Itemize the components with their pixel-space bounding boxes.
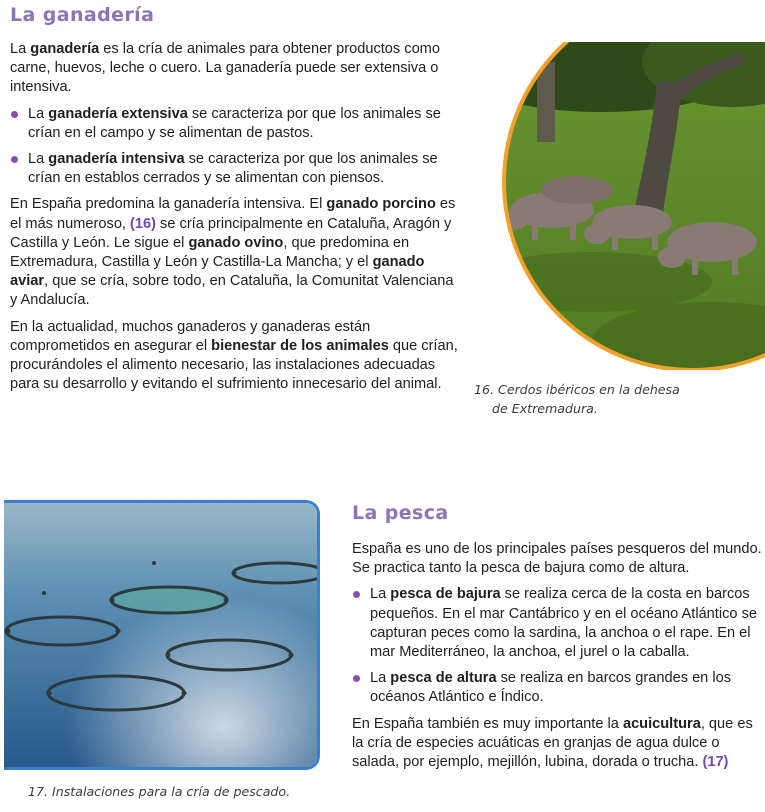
figure-ref-16: (16) xyxy=(130,215,156,232)
bullet-pesca-altura: La pesca de altura se realiza en barcos grandes en los océanos Atlántico e Índico. xyxy=(352,669,764,707)
pigs-photo-illustration xyxy=(482,42,765,370)
caption-line-1: 16. Cerdos ibéricos en la dehesa xyxy=(474,382,680,397)
figure-ref-17: (17) xyxy=(702,754,729,771)
bullet-dot xyxy=(353,591,360,598)
pesca-acuicultura-paragraph: En España también es muy importante la acuicultura, que es la cría de especies acuáticas en granjas de agua dulce o salada, por ejemplo, mejillón, lubina, dorada o trucha. (17) xyxy=(352,715,753,771)
ganaderia-intro: La ganadería es la cría de animales para obtener productos como carne, huevos, leche o cuero. La ganadería puede ser extensiva o intensiva. xyxy=(10,41,440,96)
bullet-dot xyxy=(11,111,18,118)
ganaderia-espana-paragraph: En España predomina la ganadería intensiva. El ganado porcino es el más numeroso, (16) se cría principalmente en Cataluña, Aragón y Castilla y León. Le sigue el ganado ovino, que predomina en Extremadura, Castilla y León y Castilla-La Mancha; y el ganado aviar, que se cría, sobre todo, en Cataluña, la Comunitat Valenciana y Andalucía. xyxy=(10,196,456,309)
pesca-body xyxy=(352,540,764,779)
pigs-photo xyxy=(482,42,765,370)
pesca-intro: España es uno de los principales países pesqueros del mundo. Se practica tanto la pesca de bajura como de altura. xyxy=(352,541,762,577)
ganaderia-bienestar-paragraph: En la actualidad, muchos ganaderos y ganaderas están comprometidos en asegurar el bienestar de los animales que crían, procurándoles el alimento necesario, las instalaciones adecuadas para su desarrollo y evitando el sufrimiento innecesario del animal. xyxy=(10,318,458,393)
section-title-pesca: La pesca xyxy=(352,502,449,524)
bullet-dot xyxy=(11,156,18,163)
caption-line-2: de Extremadura. xyxy=(492,401,598,416)
bullet-dot xyxy=(353,675,360,682)
section-title-ganaderia: La ganadería xyxy=(10,4,155,26)
figure-caption-16 xyxy=(474,380,754,418)
fish-farm-photo xyxy=(4,500,320,770)
ganaderia-body xyxy=(10,40,458,401)
bullet-pesca-bajura: La pesca de bajura se realiza cerca de la costa en barcos pequeños. En el mar Cantábrico y en el océano Atlántico se capturan peces como la sardina, la anchoa o el rape. En el mar Mediterráneo, la anchoa, el jurel o la caballa. xyxy=(352,585,764,662)
bullet-ganaderia-extensiva: La ganadería extensiva se caracteriza por que los animales se crían en el campo y se alimentan de pastos. xyxy=(10,105,458,143)
figure-caption-17: 17. Instalaciones para la cría de pescado. xyxy=(28,784,291,799)
bullet-ganaderia-intensiva: La ganadería intensiva se caracteriza por que los animales se crían en establos cerrados y se alimentan con piensos. xyxy=(10,150,458,188)
fish-farm-illustration xyxy=(4,503,317,767)
